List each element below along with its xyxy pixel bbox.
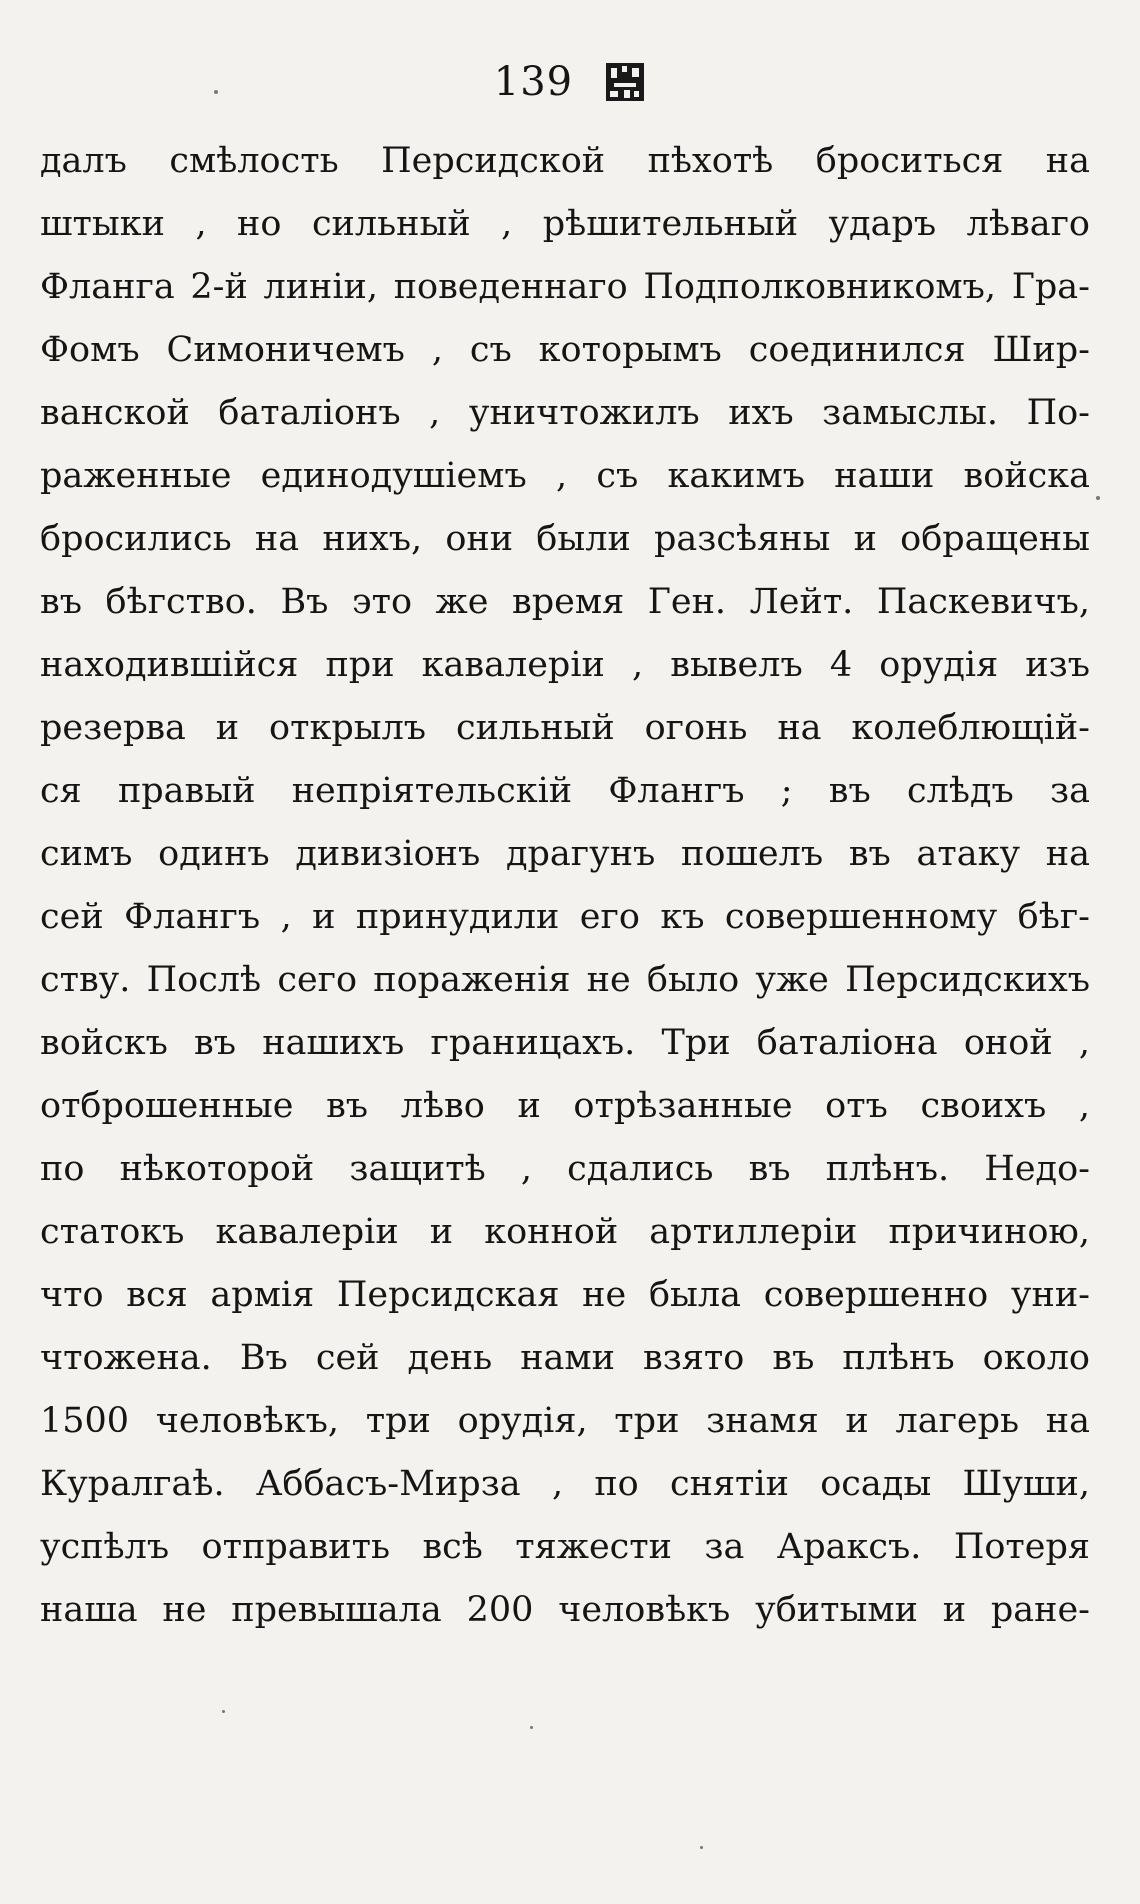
paper-speck (700, 1846, 703, 1849)
text-line: резерва и открылъ сильный огонь на колеблющій- (40, 708, 1090, 748)
body-text (40, 130, 1090, 1642)
text-line: ся правый непріятельскій Флангъ ; въ слѣдъ за (40, 771, 1090, 811)
text-line: ству. Послѣ сего пораженія не было уже Персидскихъ (40, 960, 1090, 1000)
text-line: статокъ кавалеріи и конной артиллеріи причиною, (40, 1212, 1090, 1252)
text-line: симъ одинъ дивизіонъ драгунъ пошелъ въ атаку на (40, 834, 1090, 874)
printer-ornament-icon (604, 61, 646, 103)
text-line: раженные единодушіемъ , съ какимъ наши войска (40, 456, 1090, 496)
text-line: далъ смѣлость Персидской пѣхотѣ броситься на (40, 141, 1090, 181)
paper-speck (1096, 496, 1100, 500)
text-line: 1500 человѣкъ, три орудія, три знамя и лагерь на (40, 1401, 1090, 1441)
text-line: по нѣкоторой защитѣ , сдались въ плѣнъ. Недо- (40, 1149, 1090, 1189)
paper-speck (214, 90, 218, 94)
text-line: наша не превышала 200 человѣкъ убитыми и ране- (40, 1590, 1090, 1630)
paper-speck (222, 1710, 225, 1713)
text-line: что вся армія Персидская не была совершенно уни- (40, 1275, 1090, 1315)
text-line: находившійся при кавалеріи , вывелъ 4 орудія изъ (40, 645, 1090, 685)
paper-speck (530, 1726, 533, 1729)
text-line: Фланга 2-й линіи, поведеннаго Подполковникомъ, Гра- (40, 267, 1090, 307)
text-line: штыки , но сильный , рѣшительный ударъ лѣваго (40, 204, 1090, 244)
page-header (0, 52, 1140, 112)
text-line: сей Флангъ , и принудили его къ совершенному бѣг- (40, 897, 1090, 937)
text-line: ванской баталіонъ , уничтожилъ ихъ замыслы. По- (40, 393, 1090, 433)
text-line: Фомъ Симоничемъ , съ которымъ соединился Шир- (40, 330, 1090, 370)
text-line: отброшенные въ лѣво и отрѣзанные отъ своихъ , (40, 1086, 1090, 1126)
text-line: Куралгаѣ. Аббасъ-Мирза , по снятіи осады Шуши, (40, 1464, 1090, 1504)
text-line: бросились на нихъ, они были разсѣяны и обращены (40, 519, 1090, 559)
page-number: 139 (493, 59, 574, 105)
text-line: успѣлъ отправить всѣ тяжести за Араксъ. Потеря (40, 1527, 1090, 1567)
text-line: войскъ въ нашихъ границахъ. Три баталіона оной , (40, 1023, 1090, 1063)
text-line: въ бѣгство. Въ это же время Ген. Лейт. Паскевичъ, (40, 582, 1090, 622)
text-line: чтожена. Въ сей день нами взято въ плѣнъ около (40, 1338, 1090, 1378)
